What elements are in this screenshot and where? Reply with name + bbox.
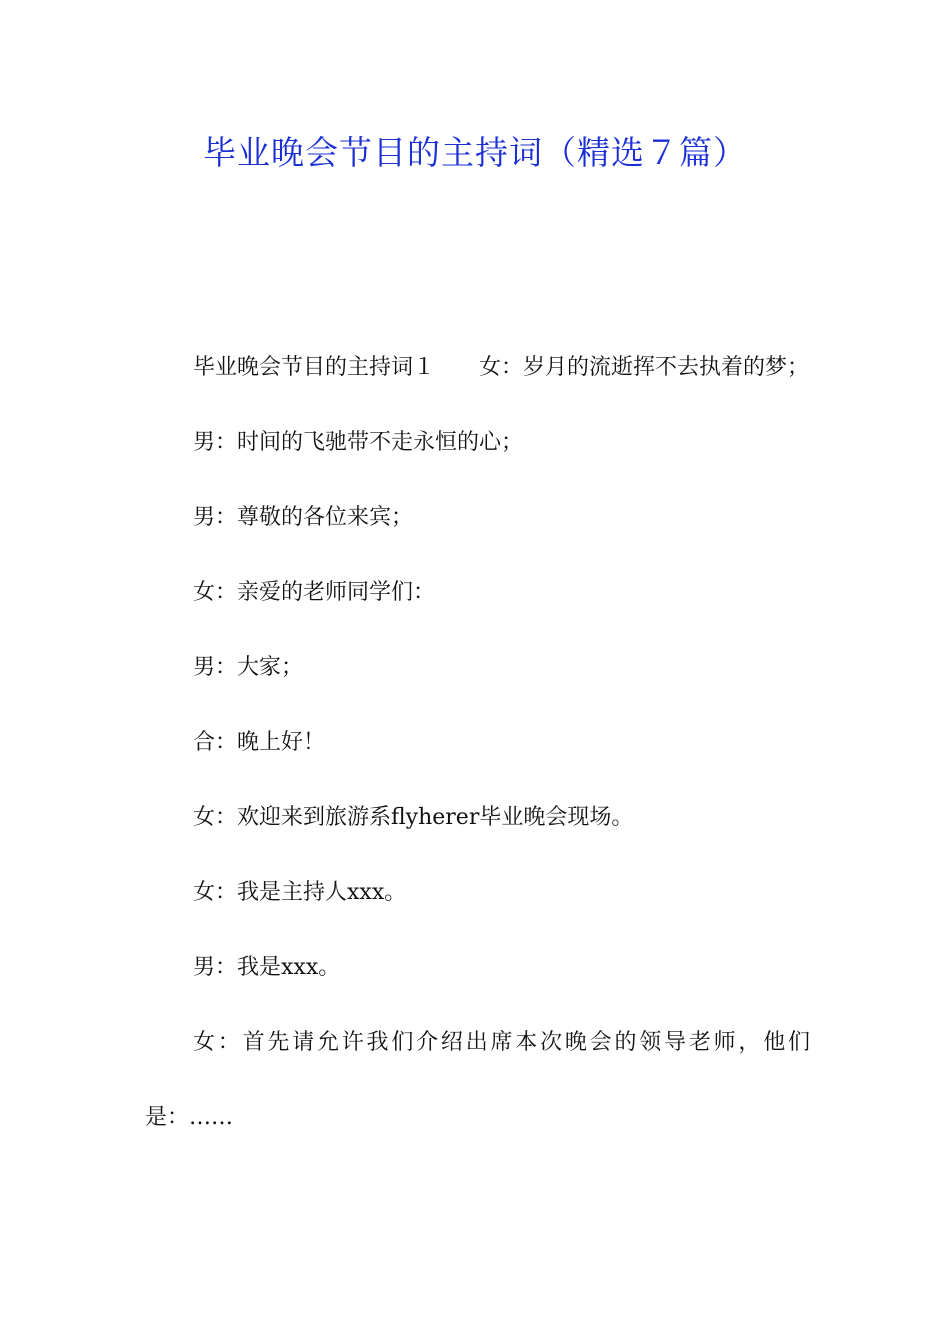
paragraph-5: 男：大家；: [193, 655, 304, 680]
paragraph-3: 男：尊敬的各位来宾；: [193, 505, 414, 530]
paragraph-8: 女：我是主持人xxx。: [193, 880, 407, 905]
paragraph-9: 男：我是xxx。: [193, 955, 341, 980]
paragraph-10: 女：首先请允许我们介绍出席本次晚会的领导老师，他们是：……: [145, 1030, 810, 1130]
document-title: 毕业晚会节目的主持词（精选７篇）: [203, 133, 747, 172]
paragraph-7: 女：欢迎来到旅游系flyherer毕业晚会现场。: [193, 805, 634, 830]
paragraph-4: 女：亲爱的老师同学们：: [193, 580, 436, 605]
paragraph-2: 男：时间的飞驰带不走永恒的心；: [193, 430, 524, 455]
document-body: [145, 330, 810, 1155]
paragraph-1: 毕业晚会节目的主持词１ 女：岁月的流逝挥不去执着的梦；: [193, 355, 810, 380]
paragraph-6: 合：晚上好！: [193, 730, 326, 755]
